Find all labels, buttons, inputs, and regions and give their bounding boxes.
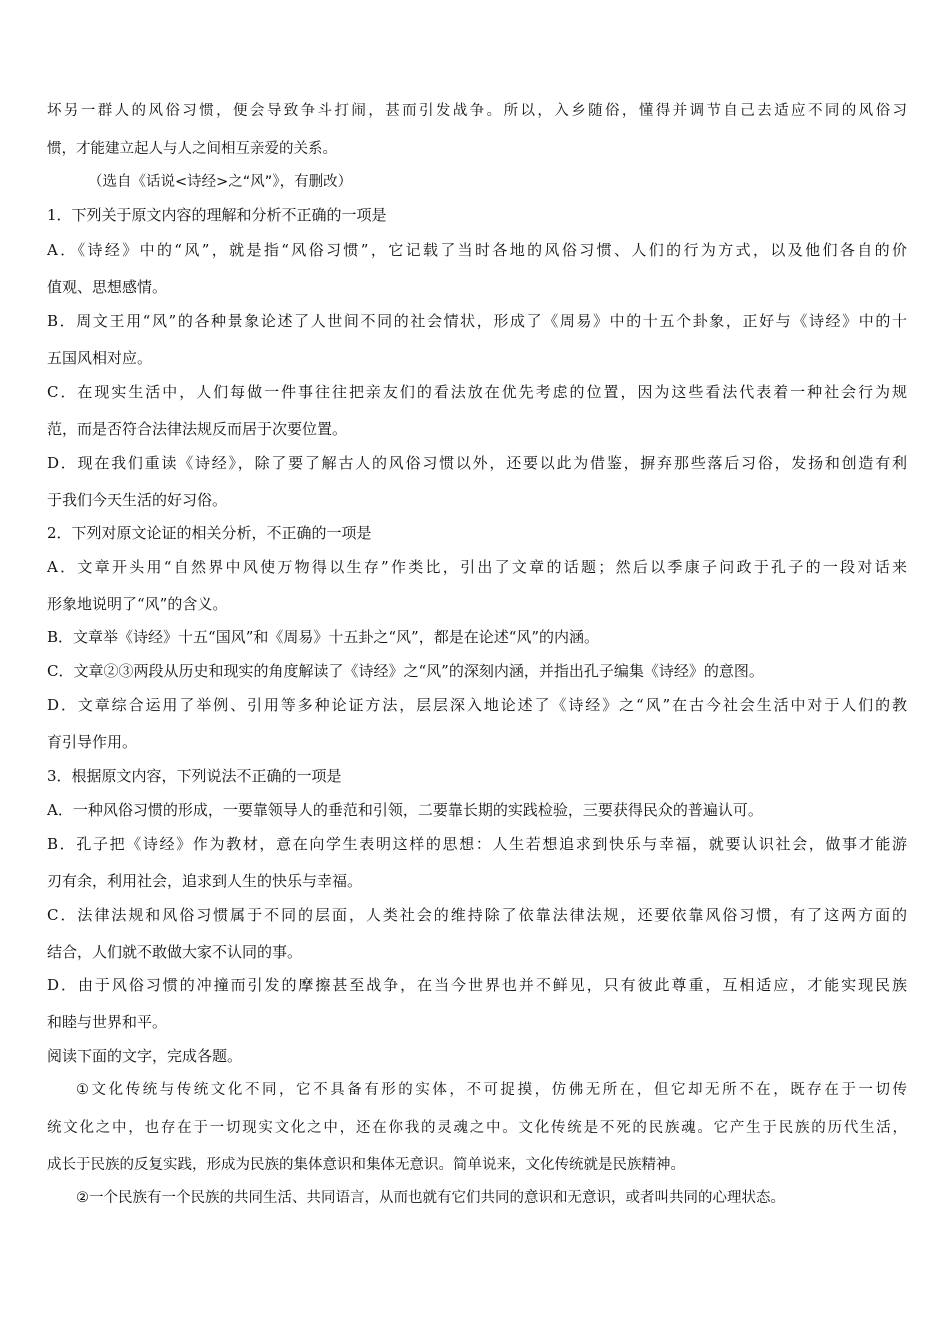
passage1-tail-line1: 坏另一群人的风俗习惯，便会导致争斗打闹，甚而引发战争。所以，入乡随俗，懂得并调节自己去适应不同的风俗习 bbox=[47, 103, 907, 119]
q1-option-c-line2: 范，而是否符合法律法规反而居于次要位置。 bbox=[47, 420, 348, 438]
passage2-p1-line2: 统文化之中，也存在于一切现实文化之中，还在你我的灵魂之中。文化传统是不死的民族魂。它产生于民族的历代生活， bbox=[47, 1120, 907, 1136]
q2-option-a-line2: 形象地说明了“风”的含义。 bbox=[47, 595, 228, 613]
q1-stem: 1．下列关于原文内容的理解和分析不正确的一项是 bbox=[47, 206, 387, 224]
q3-option-b-line1: B．孔子把《诗经》作为教材，意在向学生表明这样的思想：人生若想追求到快乐与幸福，就要认识社会，做事才能游 bbox=[47, 835, 907, 853]
q1-option-a-line1: A．《诗经》中的“风”，就是指“风俗习惯”，它记载了当时各地的风俗习惯、人们的行为方式，以及他们各自的价 bbox=[47, 241, 907, 259]
passage2-p1-line3: 成长于民族的反复实践，形成为民族的集体意识和集体无意识。简单说来，文化传统就是民族精神。 bbox=[47, 1157, 685, 1173]
q3-option-b-line2: 刃有余，利用社会，追求到人生的快乐与幸福。 bbox=[47, 872, 363, 890]
q3-option-d-line2: 和睦与世界和平。 bbox=[47, 1013, 168, 1031]
q2-option-a-line1: A．文章开头用“自然界中风使万物得以生存”作类比，引出了文章的话题；然后以季康子问政于孔子的一段对话来 bbox=[47, 558, 907, 576]
q2-stem: 2．下列对原文论证的相关分析，不正确的一项是 bbox=[47, 524, 372, 542]
q1-option-d-line1: D．现在我们重读《诗经》，除了要了解古人的风俗习惯以外，还要以此为借鉴，摒弃那些落后习俗，发扬和创造有利 bbox=[47, 454, 907, 472]
q1-option-b-line2: 五国风相对应。 bbox=[47, 349, 153, 367]
q3-option-a: A．一种风俗习惯的形成，一要靠领导人的垂范和引领，二要靠长期的实践检验，三要获得民众的普遍认可。 bbox=[47, 801, 763, 819]
q3-option-d-line1: D．由于风俗习惯的冲撞而引发的摩擦甚至战争，在当今世界也并不鲜见，只有彼此尊重，互相适应，才能实现民族 bbox=[47, 976, 907, 994]
passage2-p2-line1: ②一个民族有一个民族的共同生活、共同语言，从而也就有它们共同的意识和无意识，或者叫共同的心理状态。 bbox=[76, 1190, 785, 1206]
q1-option-c-line1: C．在现实生活中，人们每做一件事往往把亲友们的看法放在优先考虑的位置，因为这些看法代表着一种社会行为规 bbox=[47, 383, 907, 401]
q2-option-d-line2: 育引导作用。 bbox=[47, 733, 138, 751]
q1-option-a-line2: 值观、思想感情。 bbox=[47, 278, 168, 296]
q2-option-d-line1: D．文章综合运用了举例、引用等多种论证方法，层层深入地论述了《诗经》之“风”在古今社会生活中对于人们的教 bbox=[47, 696, 907, 714]
passage1-tail-line2: 惯，才能建立起人与人之间相互亲爱的关系。 bbox=[47, 141, 337, 157]
passage1-source: （选自《话说<诗经>之“风”》，有删改） bbox=[88, 174, 353, 190]
q3-option-c-line2: 结合，人们就不敢做大家不认同的事。 bbox=[47, 943, 303, 961]
q3-stem: 3．根据原文内容，下列说法不正确的一项是 bbox=[47, 767, 342, 785]
q1-option-b-line1: B．周文王用“风”的各种景象论述了人世间不同的社会情状，形成了《周易》中的十五个卦象，正好与《诗经》中的十 bbox=[47, 312, 907, 330]
q2-option-c: C．文章②③两段从历史和现实的角度解读了《诗经》之“风”的深刻内涵，并指出孔子编集《诗经》的意图。 bbox=[47, 662, 764, 680]
passage2-p1-line1: ①文化传统与传统文化不同，它不具备有形的实体，不可捉摸，仿佛无所在，但它却无所不在，既存在于一切传 bbox=[76, 1082, 907, 1098]
passage2-intro: 阅读下面的文字，完成各题。 bbox=[47, 1047, 243, 1065]
q1-option-d-line2: 于我们今天生活的好习俗。 bbox=[47, 491, 228, 509]
q2-option-b: B．文章举《诗经》十五“国风”和《周易》十五卦之“风”，都是在论述“风”的内涵。 bbox=[47, 628, 600, 646]
q3-option-c-line1: C．法律法规和风俗习惯属于不同的层面，人类社会的维持除了依靠法律法规，还要依靠风俗习惯，有了这两方面的 bbox=[47, 906, 907, 924]
